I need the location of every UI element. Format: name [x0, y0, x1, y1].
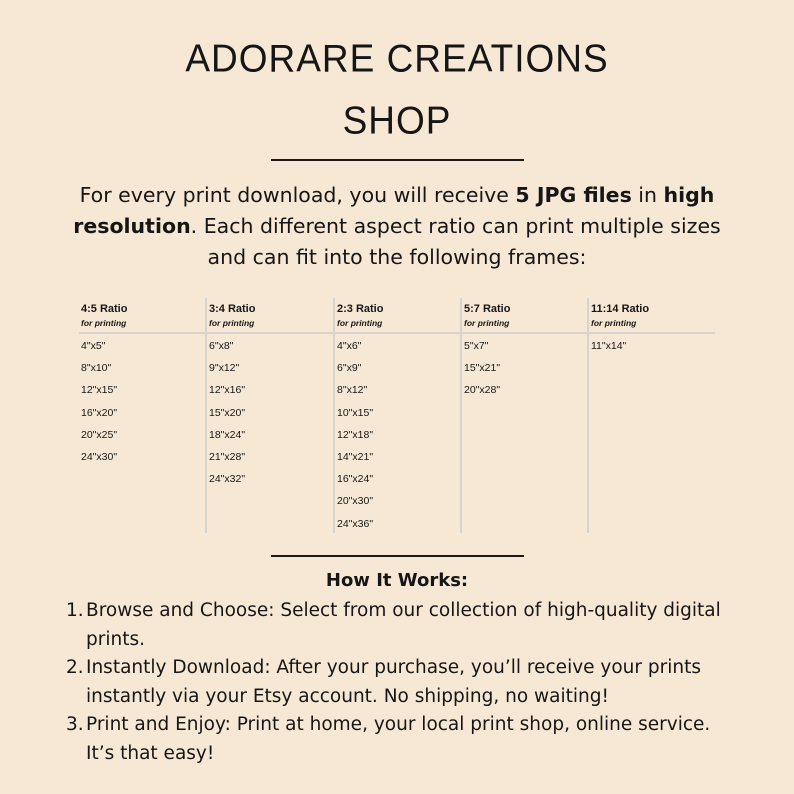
intro-bold-files: 5 JPG files: [515, 183, 632, 207]
column-divider: [333, 298, 335, 533]
step-number: 2.: [66, 657, 84, 678]
ratio-subtitle: for printing: [337, 318, 383, 328]
shop-title: ADORARE CREATIONS: [185, 36, 609, 80]
size-item: 20"x25": [81, 428, 118, 441]
column-divider: [460, 298, 462, 533]
size-list: [591, 339, 626, 361]
intro-text-3: . Each different aspect ratio can print multiple sizes and can fit into the following frames:: [190, 214, 721, 269]
size-item: 4"x5": [81, 340, 106, 352]
size-item: 20"x28": [464, 384, 501, 397]
size-item: 8"x10": [81, 362, 112, 375]
step-text: Browse and Choose: Select from our collection of high-quality digital prints.: [86, 600, 721, 650]
size-item: 24"x30": [81, 450, 118, 463]
ratio-column: [335, 298, 462, 533]
size-item: 24"x36": [337, 517, 374, 530]
ratio-subtitle: for printing: [209, 318, 255, 328]
ratio-column: [589, 298, 716, 533]
step-number: 1.: [66, 600, 84, 621]
size-item: 6"x8": [209, 340, 234, 352]
step-number: 3.: [66, 714, 84, 735]
column-divider: [587, 298, 589, 533]
size-item: 16"x20": [81, 406, 118, 419]
how-it-works-steps: [64, 597, 744, 768]
size-item: 15"x20": [209, 406, 246, 419]
size-list: [464, 339, 500, 406]
size-item: 18"x24": [209, 428, 246, 441]
size-list: [337, 339, 373, 539]
ratio-name: 4:5 Ratio: [81, 303, 128, 315]
ratio-name: 11:14 Ratio: [591, 303, 650, 315]
top-divider: [271, 159, 524, 161]
size-item: 12"x15": [81, 384, 118, 397]
size-item: 20"x30": [337, 495, 374, 508]
intro-bold-resolution: high resolution: [73, 183, 715, 238]
shop-subtitle: SHOP: [342, 98, 452, 142]
ratio-subtitle: for printing: [591, 318, 637, 328]
step-item: [64, 711, 744, 768]
size-list: [81, 339, 117, 472]
size-item: 11"x14": [591, 340, 627, 352]
size-item: 8"x12": [337, 384, 368, 397]
step-text: Print and Enjoy: Print at home, your local print shop, online service. It’s that easy!: [86, 714, 711, 764]
ratio-name: 2:3 Ratio: [337, 303, 384, 315]
step-text: Instantly Download: After your purchase, you’ll receive your prints instantly via your Etsy account. No shipping, no waiting!: [86, 657, 701, 707]
size-item: 5"x7": [464, 340, 489, 352]
ratio-subtitle: for printing: [464, 318, 510, 328]
bottom-divider: [271, 555, 524, 557]
size-item: 24"x32": [209, 473, 246, 486]
size-item: 15"x21": [464, 362, 501, 375]
ratio-name: 5:7 Ratio: [464, 303, 511, 315]
ratio-column: [207, 298, 334, 533]
ratio-column: [462, 298, 589, 533]
intro-text-2: in: [631, 183, 664, 207]
size-item: 9"x12": [209, 362, 240, 375]
size-item: 21"x28": [209, 450, 246, 463]
step-item: [64, 597, 744, 654]
size-item: 12"x18": [337, 428, 374, 441]
size-item: 16"x24": [337, 473, 374, 486]
intro-text-1: For every print download, you will receive: [79, 183, 516, 207]
step-item: [64, 654, 744, 711]
ratio-column: [79, 298, 206, 533]
size-item: 14"x21": [337, 450, 374, 463]
size-item: 4"x6": [337, 340, 362, 352]
size-item: 12"x16": [209, 384, 246, 397]
intro-paragraph: [60, 180, 734, 273]
column-divider: [205, 298, 207, 533]
size-list: [209, 339, 245, 494]
ratio-name: 3:4 Ratio: [209, 303, 256, 315]
how-it-works-title: How It Works:: [325, 570, 469, 591]
size-item: 10"x15": [337, 406, 374, 419]
ratio-subtitle: for printing: [81, 318, 127, 328]
size-item: 6"x9": [337, 362, 362, 375]
